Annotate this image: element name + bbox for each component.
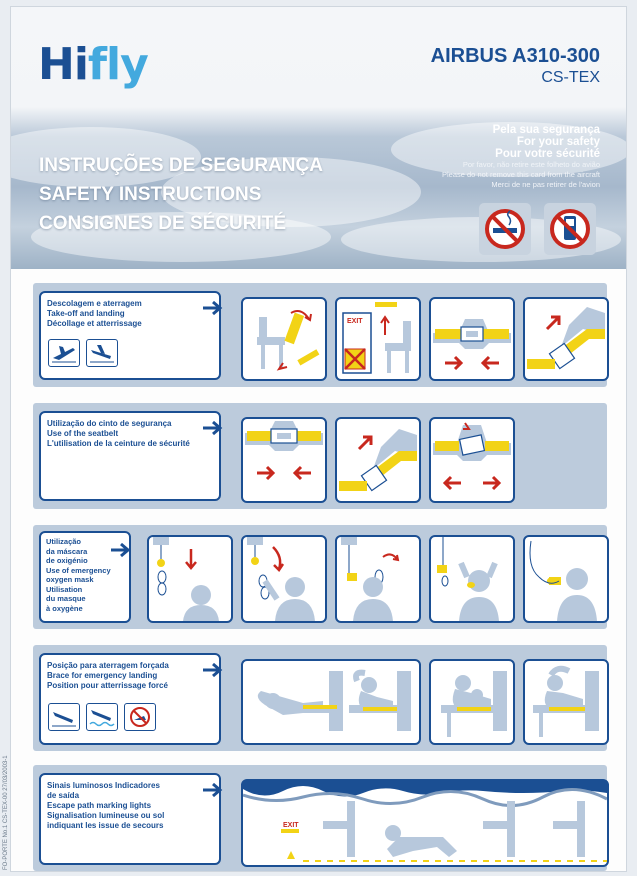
arrow-right-icon (201, 661, 225, 679)
arrow-right-icon (201, 299, 225, 317)
brace-step-seated-positions (241, 659, 421, 745)
takeoff-label-pt: Descolagem e aterragem (47, 299, 142, 308)
section-seatbelt (33, 403, 607, 509)
brace-label-fr: Position pour atterrissage forcé (47, 681, 168, 690)
oxygen-label-line4: Use of emergency (46, 565, 111, 575)
water-landing-icon (86, 703, 118, 731)
no-mobile-phone-icon (544, 203, 596, 255)
print-reference-text: FO-PORTE No.1 CS-TEX-00 27/03/2003-1 (3, 755, 9, 870)
seatbelt-label-pt: Utilização do cinto de segurança (47, 419, 172, 428)
no-high-heels-icon (124, 703, 156, 731)
section-oxygen (33, 525, 607, 629)
notice-safety-pt: Pela sua segurança (492, 124, 600, 136)
notice-remove-pt: Por favor, não retire este folheto do avião (462, 160, 600, 169)
takeoff-label-en: Take-off and landing (47, 309, 125, 318)
landing-plane-icon (86, 339, 118, 367)
aircraft-model: AIRBUS A310-300 (430, 45, 600, 67)
brace-label-pt: Posição para aterragem forçada (47, 661, 169, 670)
escape-label-line5: indiquant les issue de secours (47, 821, 164, 830)
oxygen-label-line3: de oxigénio (46, 556, 88, 565)
section-brace (33, 645, 607, 751)
exit-sign-label: EXIT (347, 318, 363, 325)
no-smoking-icon (479, 203, 531, 255)
notice-remove-en: Please do not remove this card from the aircraft (442, 170, 600, 179)
oxygen-step-mask-drops (147, 535, 233, 623)
exit-sign-label: EXIT (283, 822, 299, 829)
seatbelt-step-release (429, 417, 515, 503)
safety-card (10, 6, 627, 872)
seatbelt-step-tighten (335, 417, 421, 503)
escape-label-line4: Signalisation lumineuse ou sol (47, 811, 165, 820)
notice-safety-en: For your safety (516, 136, 600, 148)
seatbelt-label-panel (39, 411, 221, 501)
oxygen-label-line2: da máscara (46, 546, 88, 556)
print-reference (1, 755, 13, 870)
takeoff-step-tighten-belt (523, 297, 609, 381)
oxygen-step-place-mask (335, 535, 421, 623)
oxygen-label-line6: Utilisation (46, 584, 83, 594)
brace-step-child-position (429, 659, 515, 745)
takeoff-label-fr: Décollage et atterrissage (47, 319, 142, 328)
logo-fly: fly (87, 39, 148, 90)
oxygen-step-pull-mask (241, 535, 327, 623)
escape-path-illustration (241, 779, 609, 867)
card-header (11, 7, 626, 269)
arrow-right-icon (201, 419, 225, 437)
aircraft-registration: CS-TEX (541, 69, 600, 86)
takeoff-label-panel (39, 291, 221, 380)
safety-notice (442, 124, 600, 190)
section-takeoff (33, 283, 607, 387)
emergency-landing-icon (48, 703, 80, 731)
escape-label-line1: Sinais luminosos Indicadores (47, 781, 160, 790)
notice-remove-fr: Merci de ne pas retirer de l'avion (491, 180, 600, 189)
card-titles (39, 151, 323, 238)
title-pt: INSTRUÇÕES DE SEGURANÇA (39, 155, 323, 176)
oxygen-label-line5: oxygen mask (46, 575, 94, 584)
takeoff-step-exit-clear (335, 297, 421, 381)
oxygen-label-line7: du masque (46, 594, 86, 603)
takeoff-step-fasten-belt (429, 297, 515, 381)
seatbelt-label-en: Use of the seatbelt (47, 429, 119, 438)
title-fr: CONSIGNES DE SÉCURITÉ (39, 213, 287, 234)
oxygen-label-line1: Utilização (46, 537, 82, 546)
seatbelt-step-fasten (241, 417, 327, 503)
notice-safety-fr: Pour votre sécurité (495, 148, 600, 160)
escape-label-line3: Escape path marking lights (47, 801, 152, 810)
brace-label-panel (39, 653, 221, 745)
escape-label-line2: de saída (47, 791, 80, 800)
arrow-right-icon (201, 781, 225, 799)
arrow-right-icon (109, 541, 133, 559)
section-escape (33, 765, 607, 871)
takeoff-plane-icon (48, 339, 80, 367)
hifly-logo (38, 39, 148, 90)
brace-step-front-seat (523, 659, 609, 745)
escape-label-panel (39, 773, 221, 865)
title-en: SAFETY INSTRUCTIONS (39, 184, 262, 205)
seatbelt-label-fr: L'utilisation de la ceinture de sécurité (47, 439, 190, 448)
logo-hi: Hi (38, 39, 88, 90)
oxygen-label-line8: à oxygène (46, 603, 83, 613)
oxygen-step-secure-strap (429, 535, 515, 623)
takeoff-step-seat-upright (241, 297, 327, 381)
oxygen-step-help-others (523, 535, 609, 623)
brace-label-en: Brace for emergency landing (47, 671, 158, 680)
